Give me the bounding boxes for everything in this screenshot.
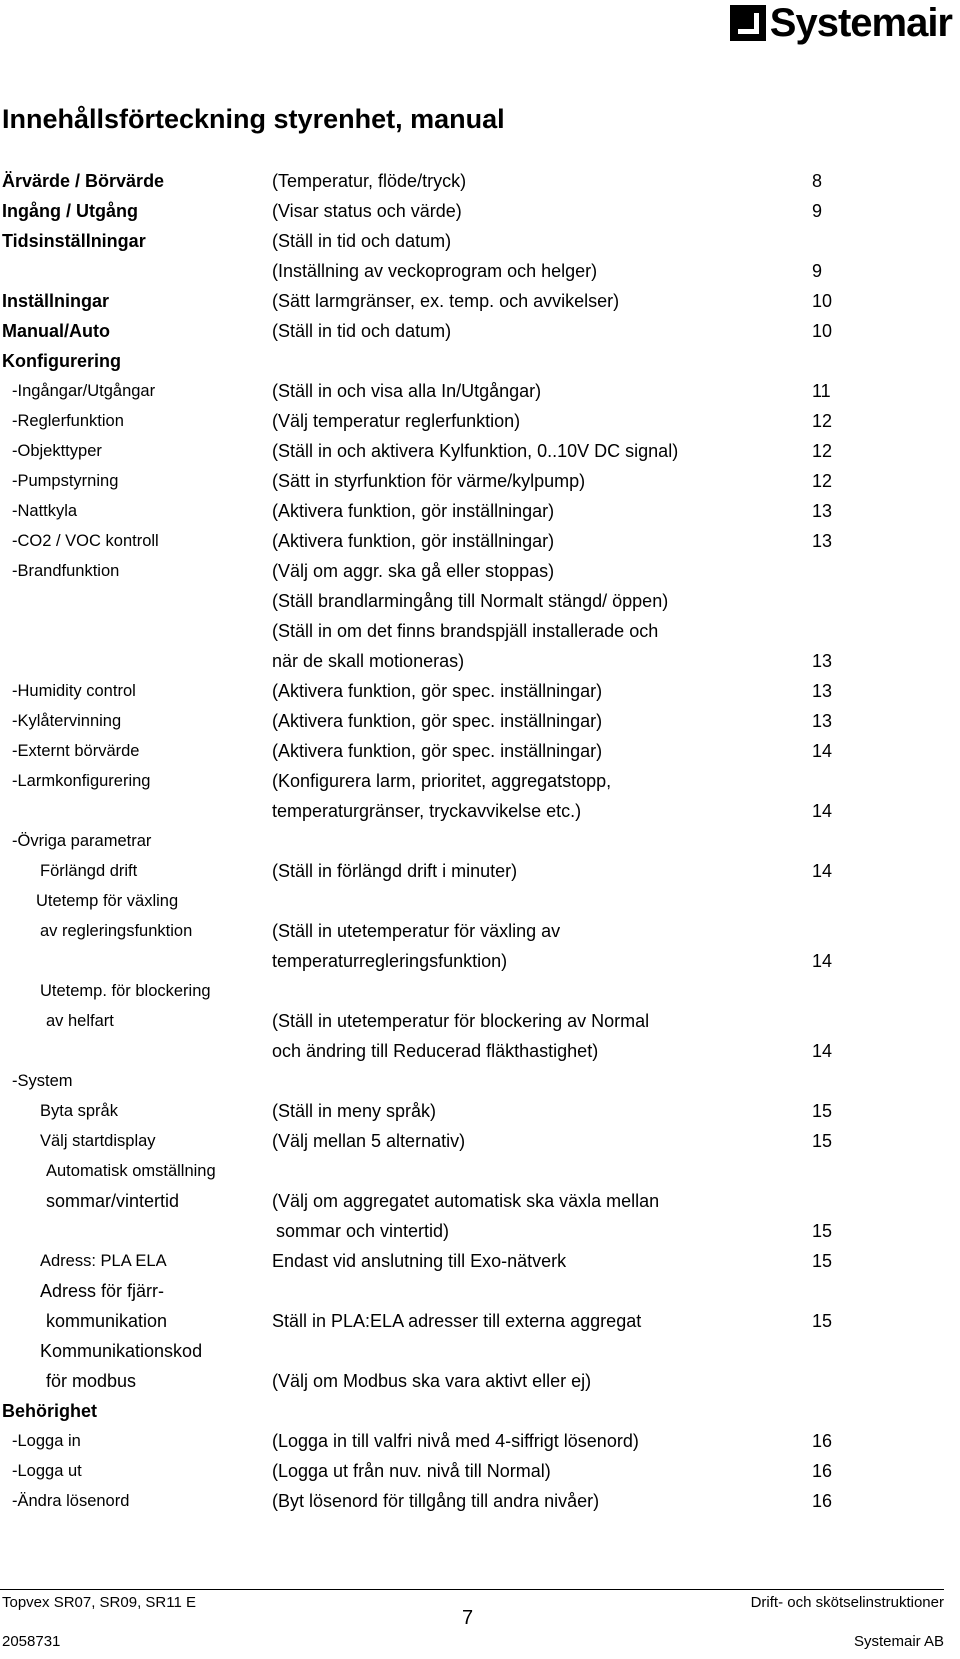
toc-entry-page: 9 [812, 261, 823, 281]
footer-doc-number: 2058731 [2, 1633, 61, 1650]
toc-entry-title: Kommunikationskod [40, 1341, 203, 1361]
toc-entry-title: -Logga in [12, 1432, 81, 1450]
toc-entry-description: (Sätt in styrfunktion för värme/kylpump) [272, 471, 586, 491]
toc-entry-page: 11 [812, 381, 831, 401]
toc-entry-page: 14 [812, 1041, 833, 1061]
toc-entry-title: -CO2 / VOC kontroll [12, 532, 159, 550]
toc-entry-description: (Logga ut från nuv. nivå till Normal) [272, 1461, 551, 1481]
toc-entry-description: (Aktivera funktion, gör spec. inställningar) [272, 681, 603, 701]
toc-entry-title: Utetemp för växling [36, 892, 179, 910]
toc-entry-page: 13 [812, 531, 833, 551]
logo-mark-icon [730, 5, 766, 41]
toc-entry-description: (Temperatur, flöde/tryck) [272, 171, 467, 191]
toc-entry-title: -Externt börvärde [12, 742, 140, 760]
toc-entry-description: temperaturregleringsfunktion) [272, 951, 508, 971]
toc-row [0, 1486, 960, 1516]
toc-entry-title: Förlängd drift [40, 862, 138, 880]
toc-row [0, 976, 960, 1006]
toc-entry-description: (Ställ in om det finns brandspjäll installerade och [272, 621, 659, 641]
toc-row [0, 346, 960, 376]
toc-entry-description: (Aktivera funktion, gör spec. inställningar) [272, 711, 603, 731]
toc-entry-title: Ärvärde / Börvärde [2, 171, 165, 191]
toc-entry-description: temperaturgränser, tryckavvikelse etc.) [272, 801, 582, 821]
toc-entry-description: (Välj om Modbus ska vara aktivt eller ej) [272, 1371, 592, 1391]
toc-row [0, 916, 960, 946]
toc-entry-description: (Aktivera funktion, gör inställningar) [272, 531, 555, 551]
toc-entry-title: Adress för fjärr- [40, 1281, 165, 1301]
toc-row [0, 946, 960, 976]
toc-entry-page: 10 [812, 321, 833, 341]
toc-entry-page: 14 [812, 801, 833, 821]
toc-entry-title: Inställningar [2, 291, 110, 311]
toc-entry-title: Konfigurering [2, 351, 121, 371]
toc-entry-title: -Larmkonfigurering [12, 772, 151, 790]
toc-row [0, 406, 960, 436]
toc-row [0, 256, 960, 286]
toc-entry-page: 14 [812, 951, 833, 971]
toc-entry-description: sommar och vintertid) [276, 1221, 450, 1241]
toc-entry-page: 9 [812, 201, 823, 221]
toc-entry-description: Ställ in PLA:ELA adresser till externa aggregat [272, 1311, 642, 1331]
toc-row [0, 886, 960, 916]
toc-entry-page: 12 [812, 471, 833, 491]
toc-entry-page: 10 [812, 291, 833, 311]
toc-row [0, 586, 960, 616]
toc-entry-title: -Reglerfunktion [12, 412, 124, 430]
toc-row [0, 1126, 960, 1156]
toc-entry-title: Utetemp. för blockering [40, 982, 211, 1000]
toc-entry-description: (Aktivera funktion, gör inställningar) [272, 501, 555, 521]
toc-entry-title: -Ingångar/Utgångar [12, 382, 156, 400]
toc-entry-page: 14 [812, 741, 833, 761]
toc-entry-description: (Visar status och värde) [272, 201, 462, 221]
toc-entry-title: -Nattkyla [12, 502, 78, 520]
systemair-logo [730, 0, 952, 46]
toc-entry-description: (Välj temperatur reglerfunktion) [272, 411, 521, 431]
toc-row [0, 1036, 960, 1066]
toc-row [0, 1006, 960, 1036]
toc-entry-description: (Ställ in utetemperatur för blockering av Normal [272, 1011, 650, 1031]
toc-entry-page: 13 [812, 681, 833, 701]
toc-entry-description: (Välj om aggr. ska gå eller stoppas) [272, 561, 555, 581]
toc-row [0, 466, 960, 496]
toc-row [0, 1066, 960, 1096]
toc-row [0, 796, 960, 826]
toc-entry-description: (Ställ in meny språk) [272, 1101, 437, 1121]
toc-entry-description: när de skall motioneras) [272, 651, 465, 671]
toc-entry-description: Endast vid anslutning till Exo-nätverk [272, 1251, 567, 1271]
toc-row [0, 196, 960, 226]
toc-entry-page: 13 [812, 501, 833, 521]
page-title: Innehållsförteckning styrenhet, manual [2, 104, 505, 134]
footer-divider [0, 1589, 944, 1590]
toc-entry-title: -System [12, 1072, 73, 1090]
toc-entry-description: (Ställ in utetemperatur för växling av [272, 921, 561, 941]
toc-row [0, 1426, 960, 1456]
toc-entry-title: kommunikation [46, 1311, 168, 1331]
toc-row [0, 1246, 960, 1276]
toc-entry-description: och ändring till Reducerad fläkthastighet) [272, 1041, 599, 1061]
toc-row [0, 706, 960, 736]
toc-entry-description: (Logga in till valfri nivå med 4-siffrigt lösenord) [272, 1431, 639, 1451]
toc-entry-page: 8 [812, 171, 823, 191]
toc-row [0, 376, 960, 406]
toc-row [0, 1276, 960, 1306]
toc-entry-description: (Ställ brandlarmingång till Normalt stängd/ öppen) [272, 591, 669, 611]
toc-entry-description: (Välj mellan 5 alternativ) [272, 1131, 466, 1151]
toc-entry-page: 12 [812, 411, 833, 431]
footer-doc-type: Drift- och skötselinstruktioner [750, 1594, 944, 1611]
toc-entry-description: (Ställ in och visa alla In/Utgångar) [272, 381, 542, 401]
toc-row [0, 1456, 960, 1486]
toc-entry-description: (Välj om aggregatet automatisk ska växla mellan [272, 1191, 660, 1211]
toc-row [0, 166, 960, 196]
toc-row [0, 226, 960, 256]
toc-row [0, 736, 960, 766]
toc-entry-description: (Aktivera funktion, gör spec. inställningar) [272, 741, 603, 761]
toc-entry-page: 15 [812, 1131, 833, 1151]
toc-entry-page: 16 [812, 1461, 833, 1481]
toc-entry-title: -Pumpstyrning [12, 472, 119, 490]
toc-entry-title: -Övriga parametrar [12, 832, 152, 850]
toc-entry-description: (Ställ in tid och datum) [272, 321, 452, 341]
toc-entry-description: (Byt lösenord för tillgång till andra nivåer) [272, 1491, 600, 1511]
toc-entry-title: av helfart [46, 1012, 114, 1030]
toc-entry-page: 15 [812, 1311, 833, 1331]
toc-entry-title: -Brandfunktion [12, 562, 120, 580]
toc-entry-title: Automatisk omställning [46, 1162, 216, 1180]
toc-entry-description: (Sätt larmgränser, ex. temp. och avvikelser) [272, 291, 620, 311]
toc-entry-title: Byta språk [40, 1102, 118, 1120]
toc-entry-description: (Ställ in och aktivera Kylfunktion, 0..10V DC signal) [272, 441, 679, 461]
toc-entry-page: 16 [812, 1431, 833, 1451]
toc-entry-title: Manual/Auto [2, 321, 110, 341]
toc-row [0, 646, 960, 676]
toc-row [0, 616, 960, 646]
toc-row [0, 676, 960, 706]
toc-entry-title: -Humidity control [12, 682, 136, 700]
toc-entry-page: 12 [812, 441, 833, 461]
toc-row [0, 286, 960, 316]
toc-entry-title: -Kylåtervinning [12, 712, 122, 730]
toc-entry-description: (Ställ in förlängd drift i minuter) [272, 861, 518, 881]
toc-row [0, 1216, 960, 1246]
footer-company: Systemair AB [853, 1633, 944, 1650]
toc-entry-title: för modbus [46, 1371, 137, 1391]
toc-entry-page: 13 [812, 711, 833, 731]
footer-product: Topvex SR07, SR09, SR11 E [2, 1594, 196, 1611]
toc-entry-page: 14 [812, 861, 833, 881]
toc-row [0, 316, 960, 346]
toc-entry-page: 15 [812, 1101, 833, 1121]
toc-entry-title: Ingång / Utgång [2, 201, 138, 221]
toc-row [0, 766, 960, 796]
toc-entry-title: -Objekttyper [12, 442, 102, 460]
toc-row [0, 526, 960, 556]
toc-entry-description: (Konfigurera larm, prioritet, aggregatstopp, [272, 771, 612, 791]
toc-row [0, 1366, 960, 1396]
toc-entry-description: (Ställ in tid och datum) [272, 231, 452, 251]
page-number: 7 [462, 1607, 474, 1629]
toc-row [0, 1096, 960, 1126]
toc-entry-page: 16 [812, 1491, 833, 1511]
toc-entry-title: sommar/vintertid [46, 1191, 180, 1211]
toc-entry-title: -Ändra lösenord [12, 1492, 130, 1510]
table-of-contents [0, 166, 960, 1516]
toc-row [0, 1186, 960, 1216]
toc-entry-title: Tidsinställningar [2, 231, 146, 251]
toc-row [0, 496, 960, 526]
logo-wordmark: Systemair [769, 1, 952, 45]
toc-row [0, 436, 960, 466]
toc-entry-description: (Inställning av veckoprogram och helger) [272, 261, 598, 281]
toc-row [0, 1336, 960, 1366]
toc-entry-title: av regleringsfunktion [40, 922, 193, 940]
toc-entry-title: Välj startdisplay [40, 1132, 156, 1150]
toc-row [0, 1156, 960, 1186]
toc-row [0, 1306, 960, 1336]
toc-entry-page: 15 [812, 1251, 833, 1271]
toc-entry-title: Adress: PLA ELA [40, 1252, 167, 1270]
toc-row [0, 826, 960, 856]
toc-row [0, 556, 960, 586]
toc-row [0, 1396, 960, 1426]
toc-entry-title: -Logga ut [12, 1462, 82, 1480]
toc-entry-page: 13 [812, 651, 833, 671]
toc-row [0, 856, 960, 886]
toc-entry-title: Behörighet [2, 1401, 98, 1421]
toc-entry-page: 15 [812, 1221, 833, 1241]
